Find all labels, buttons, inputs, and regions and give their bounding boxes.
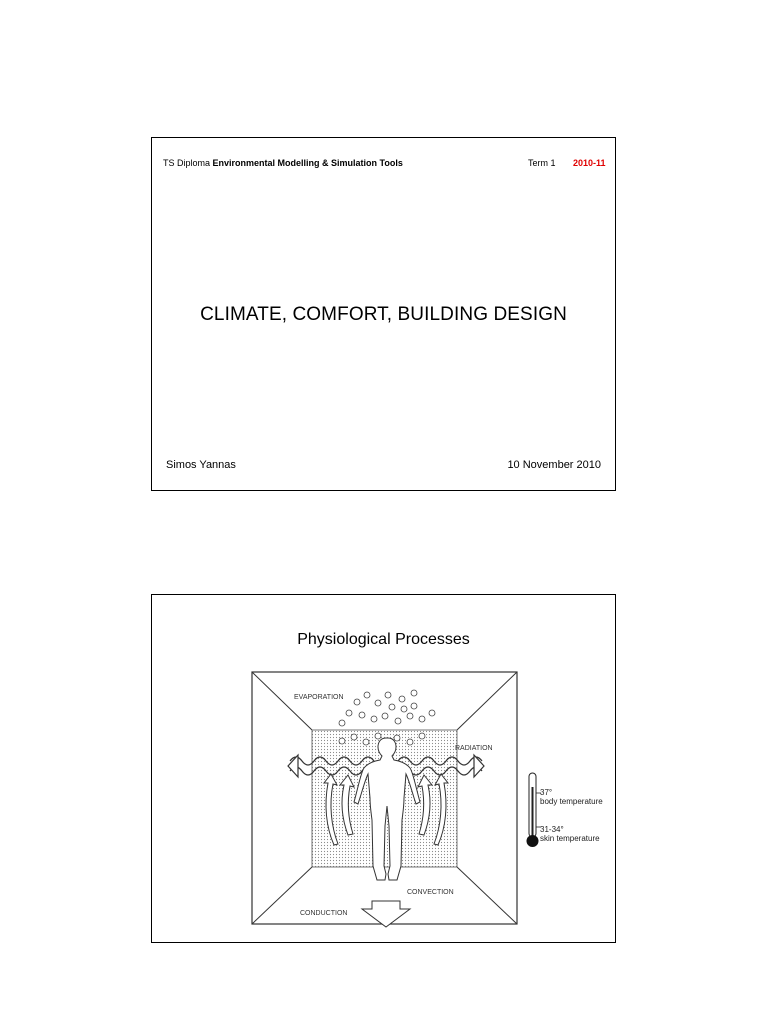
presentation-title: CLIMATE, COMFORT, BUILDING DESIGN xyxy=(200,304,567,325)
skin-temperature-label: skin temperature xyxy=(540,834,600,843)
evaporation-label: EVAPORATION xyxy=(294,694,344,701)
physiological-processes-diagram xyxy=(152,595,615,942)
conduction-label: CONDUCTION xyxy=(300,910,348,917)
body-temperature-value: 37° xyxy=(540,788,553,797)
thermometer-icon xyxy=(527,773,542,847)
slide-title: Physiological Processes xyxy=(297,631,470,648)
year-label: 2010-11 xyxy=(573,158,606,168)
course-header xyxy=(163,158,403,168)
room-edge xyxy=(457,867,517,924)
slide-physiological-processes xyxy=(151,594,616,943)
author-name: Simos Yannas xyxy=(166,459,236,471)
course-prefix: TS Diploma xyxy=(163,158,211,168)
radiation-label: RADIATION xyxy=(455,745,493,752)
course-name: Environmental Modelling & Simulation Tools xyxy=(212,158,403,168)
skin-temperature-value: 31-34° xyxy=(540,825,564,834)
convection-label: CONVECTION xyxy=(407,889,454,896)
term-label: Term 1 xyxy=(528,158,556,168)
body-temperature-label: body temperature xyxy=(540,797,603,806)
room-edge xyxy=(457,672,517,730)
presentation-date: 10 November 2010 xyxy=(507,459,601,471)
room-edge xyxy=(252,672,312,730)
conduction-arrow xyxy=(362,901,410,927)
slide-title-page xyxy=(151,137,616,491)
